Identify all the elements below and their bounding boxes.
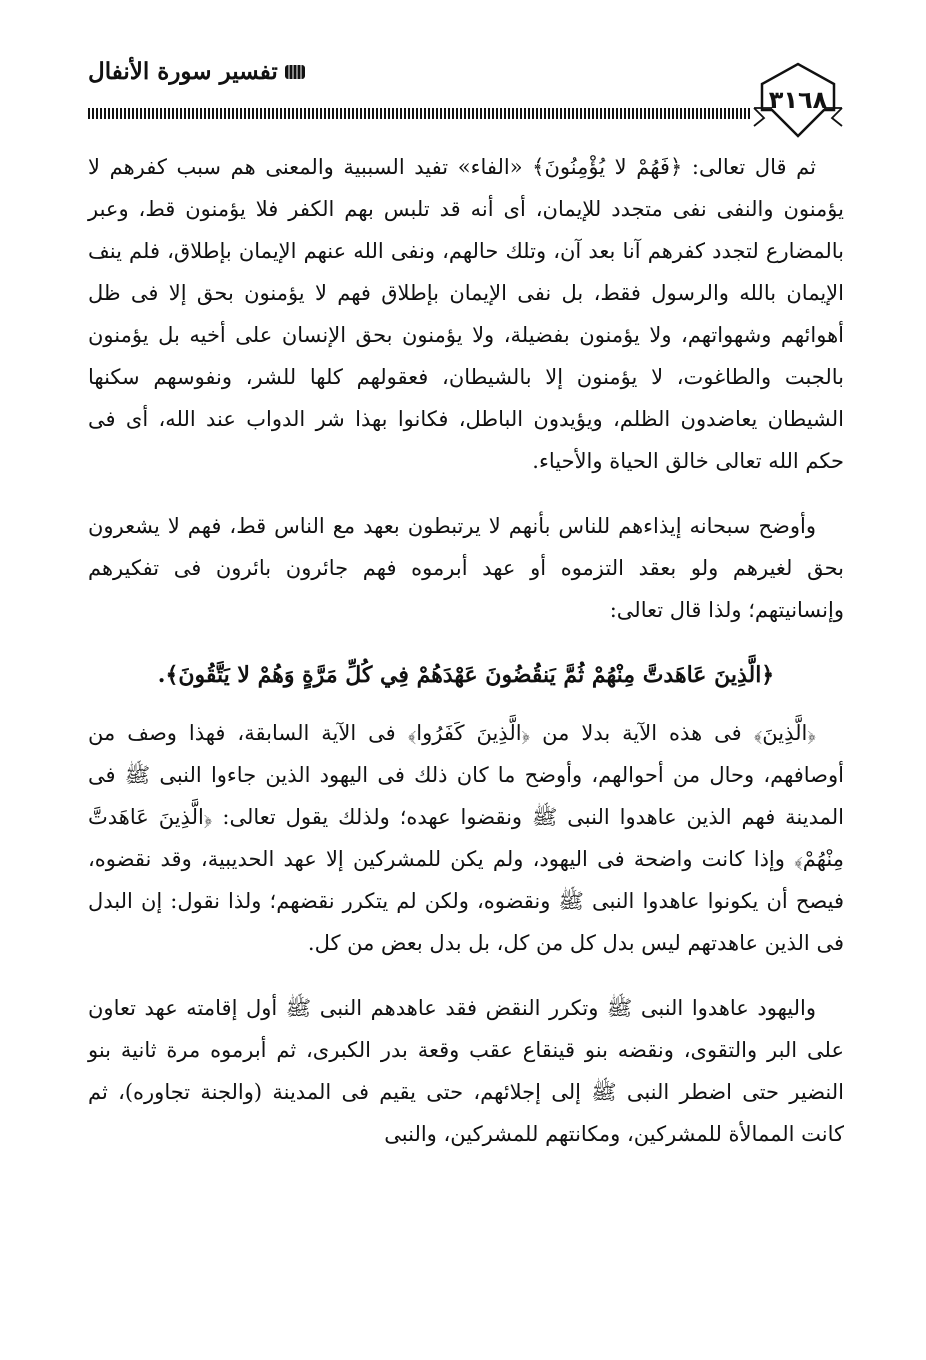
text-body: [88, 146, 844, 1178]
running-header: [88, 58, 306, 85]
paragraph-1: ثم قال تعالى: ﴿فَهُمْ لا يُؤْمِنُونَ﴾ «الفاء» تفيد السببية والمعنى هم سبب كفرهم لا يؤمنون والنفى نفى متجدد للإيمان، أى أنه قد تلبس بهم الكفر فلا يؤمنون قط، وعبر بالمضارع لتجدد كفرهم آنا بعد آن، وتلك حالهم، ونفى الله عنهم الإيمان بإطلاق، فلم ينف الإيمان بالله والرسول فقط، بل نفى الإيمان بإطلاق فهم لا يؤمنون بحق إلا فى ظل أهوائهم وشهواتهم، ولا يؤمنون بفضيلة، ولا يؤمنون بحق الإنسان على أخيه بل يؤمنون بالجبت والطاغوت، لا يؤمنون إلا بالشيطان، فعقولهم كلها للشر، ونفوسهم سكنها الشيطان يعاضدون الظلم، ويؤيدون الباطل، فكانوا بهذا شر الدواب عند الله، أى فى حكم الله تعالى خالق الحياة والأحياء.: [88, 155, 844, 473]
running-title: تفسير سورة الأنفال: [88, 58, 278, 85]
page-number: ٣١٦٨: [768, 86, 828, 114]
header-rule: [88, 108, 752, 119]
quran-verse: ﴿الَّذِينَ عَاهَدتَّ مِنْهُمْ ثُمَّ يَنقُضُونَ عَهْدَهُمْ فِي كُلِّ مَرَّةٍ وَهُمْ لا يَتَّقُونَ﴾.: [157, 662, 775, 688]
ornament-icon: [284, 62, 306, 82]
paragraph-3: ﴿الَّذِينَ﴾ فى هذه الآية بدلا من ﴿الَّذِينَ كَفَرُوا﴾ فى الآية السابقة، فهذا وصف من أوصافهم، وحال من أحوالهم، وأوضح ما كان ذلك فى اليهود الذين جاءوا النبى ﷺ فى المدينة فهم الذين عاهدوا النبى ﷺ ونقضوا عهده؛ ولذلك يقول تعالى: ﴿الَّذِينَ عَاهَدتَّ مِنْهُمْ﴾ وإذا كانت واضحة فى اليهود، ولم يكن للمشركين إلا عهد الحديبية، وقد نقضوه، فيصح أن يكونوا عاهدوا النبى ﷺ ونقضوه، ولكن لم يتكرر نقضهم؛ ولذا نقول: إن البدل فى الذين عاهدتهم ليس بدل كل من كل، بل بدل بعض من كل.: [88, 721, 844, 955]
paragraph-2: وأوضح سبحانه إيذاءهم للناس بأنهم لا يرتبطون بعهد مع الناس قط، فهم لا يشعرون بحق لغيرهم ولو بعقد التزموه أو عهد أبرموه فهم جائرون بائرون فى تفكيرهم وإنسانيتهم؛ ولذا قال تعالى:: [88, 514, 844, 622]
paragraph-4: واليهود عاهدوا النبى ﷺ وتكرر النقض فقد عاهدهم النبى ﷺ أول إقامته عهد تعاون على البر والتقوى، ونقضه بنو قينقاع عقب وقعة بدر الكبرى، ثم أبرموه مرة ثانية بنو النضير حتى اضطر النبى ﷺ إلى إجلائهم، حتى يقيم فى المدينة (والجنة تجاوره)، ثم كانت الممالأة للمشركين، ومكانتهم للمشركين، والنبى: [88, 996, 844, 1146]
